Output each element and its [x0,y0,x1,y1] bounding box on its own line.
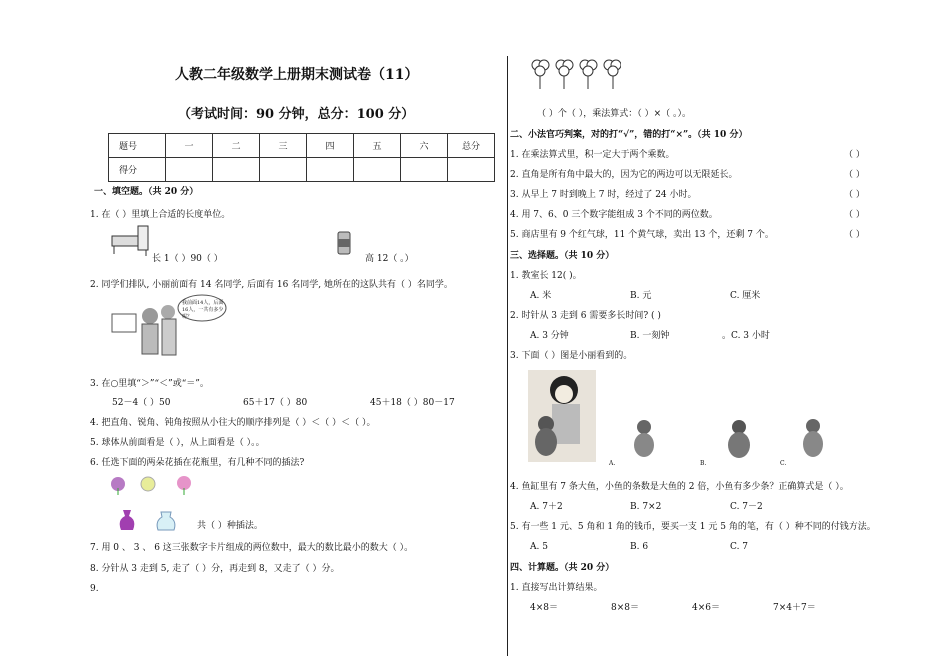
question-1: 1. 在（ ）里填上合适的长度单位。 [90,210,231,220]
compare-b: 65＋17（ ）80 [243,398,308,408]
choice-1: 1. 教室长 12( )。 [510,271,582,281]
can-image [336,230,352,256]
question-6: 6. 任选下面的两朵花插在花瓶里，有几种不同的插法? [90,458,305,468]
figure-c-image [798,416,828,460]
figure-b-image [724,418,754,460]
judge-2-answer[interactable]: （ ） [844,170,865,180]
bed-image [110,222,152,258]
table-cell: 一 [166,134,213,158]
compare-c: 45＋18（ ）80－17 [370,398,455,408]
choice-5-a[interactable]: A. 5 [530,542,548,552]
calc-instruction: 1. 直接写出计算结果。 [510,583,603,593]
calc-item: 4×8＝ [530,603,558,613]
table-cell: 六 [401,134,448,158]
question-2: 2. 同学们排队, 小丽前面有 14 名同学, 后面有 16 名同学, 她所在的这队共有（ ）名同学。 [90,280,453,290]
question-4: 4. 把直角、锐角、钝角按照从小往大的顺序排列是（ ）＜（ ）＜（ ）。 [90,418,376,428]
question-1-can: 高 12（ 。） [365,254,414,264]
choice-1-b[interactable]: B. 元 [630,291,652,301]
table-cell: 四 [307,134,354,158]
judge-4-answer[interactable]: （ ） [844,210,865,220]
section-heading-choice: 三、选择题。（共 10 分） [510,251,615,261]
flowers-image [108,474,203,496]
question-6-answer: 共（ ）种插法。 [197,521,263,531]
choice-2: 2. 时针从 3 走到 6 需要多长时间? ( ) [510,311,661,321]
score-cell[interactable] [354,158,401,182]
question-1-bed: 长 1（ ）90（ ） [152,254,223,264]
question-9: 9. [90,584,99,594]
figure-c-label[interactable]: C. [780,460,787,467]
judge-2: 2. 直角是所有角中最大的，因为它的两边可以无限延长。 [510,170,738,180]
judge-1: 1. 在乘法算式里，积一定大于两个乘数。 [510,150,675,160]
speech-bubble: 我前面14人，后面16人，一共有多少呢？ [182,300,224,320]
table-row [109,158,495,182]
table-cell: 三 [260,134,307,158]
choice-2-b[interactable]: B. 一刻钟 [630,331,670,341]
vases-image [117,508,183,532]
choice-5-c[interactable]: C. 7 [730,542,749,552]
choice-2-c[interactable]: 。C. 3 小时 [722,331,770,341]
page-title: 人教二年级数学上册期末测试卷（11） [175,67,419,83]
score-cell[interactable] [448,158,495,182]
question-7: 7. 用 0 、 3 、 6 这三张数字卡片组成的两位数中，最大的数比最小的数大（ ）。 [90,543,414,553]
choice-5: 5. 有一些 1 元、5 角和 1 角的钱币，要买一支 1 元 5 角的笔，有（ ）种不同的付钱方法。 [510,522,876,532]
table-cell: 五 [354,134,401,158]
section-heading-calc: 四、计算题。（共 20 分） [510,563,615,573]
calc-item: 8×8＝ [611,603,639,613]
section-heading-fill: 一、填空题。（共 20 分） [94,187,199,197]
calc-item: 7×4＋7＝ [773,603,816,613]
choice-1-a[interactable]: A. 米 [530,291,552,301]
question-3: 3. 在○里填“＞”“＜”或“＝”。 [90,379,209,389]
choice-4-c[interactable]: C. 7－2 [730,502,763,512]
section-heading-judge: 二、小法官巧判案，对的打“√”，错的打“×”。（共 10 分） [510,130,748,140]
score-cell[interactable] [401,158,448,182]
choice-3: 3. 下面（ ）图是小丽看到的。 [510,351,633,361]
table-cell: 题号 [109,134,166,158]
choice-5-b[interactable]: B. 6 [630,542,649,552]
choice-4-a[interactable]: A. 7＋2 [530,502,563,512]
figure-a-image [630,418,658,460]
girl-image [528,370,596,462]
compare-a: 52－4（ ）50 [112,398,171,408]
exam-info: （考试时间：90 分钟，总分：100 分） [178,107,415,122]
score-cell[interactable] [307,158,354,182]
balloons-image [529,58,621,90]
judge-3-answer[interactable]: （ ） [844,190,865,200]
judge-3: 3. 从早上 7 时到晚上 7 时，经过了 24 小时。 [510,190,697,200]
figure-b-label[interactable]: B. [700,460,707,467]
choice-2-a[interactable]: A. 3 分钟 [530,331,569,341]
choice-4-b[interactable]: B. 7×2 [630,502,662,512]
score-cell[interactable] [166,158,213,182]
choice-1-c[interactable]: C. 厘米 [730,291,761,301]
balloon-answer: （ ）个（ ），乘法算式：（ ）×（ 。）。 [537,109,691,119]
question-8: 8. 分针从 3 走到 5, 走了（ ）分，再走到 8，又走了（ ）分。 [90,564,340,574]
table-row [109,134,495,158]
judge-4: 4. 用 7、6、0 三个数字能组成 3 个不同的两位数。 [510,210,718,220]
column-divider [507,56,508,656]
choice-4: 4. 鱼缸里有 7 条大鱼，小鱼的条数是大鱼的 2 倍，小鱼有多少条？正确算式是（ ）。 [510,482,849,492]
score-cell[interactable] [260,158,307,182]
score-table [108,133,495,182]
score-cell[interactable] [213,158,260,182]
judge-1-answer[interactable]: （ ） [844,150,865,160]
table-cell: 得分 [109,158,166,182]
question-5: 5. 球体从前面看是（ ），从上面看是（ ）。。 [90,438,265,448]
calc-item: 4×6＝ [692,603,720,613]
judge-5-answer[interactable]: （ ） [844,230,865,240]
table-cell: 总分 [448,134,495,158]
figure-a-label[interactable]: A. [609,460,616,467]
table-cell: 二 [213,134,260,158]
judge-5: 5. 商店里有 9 个红气球，11 个黄气球，卖出 13 个，还剩 7 个。 [510,230,774,240]
